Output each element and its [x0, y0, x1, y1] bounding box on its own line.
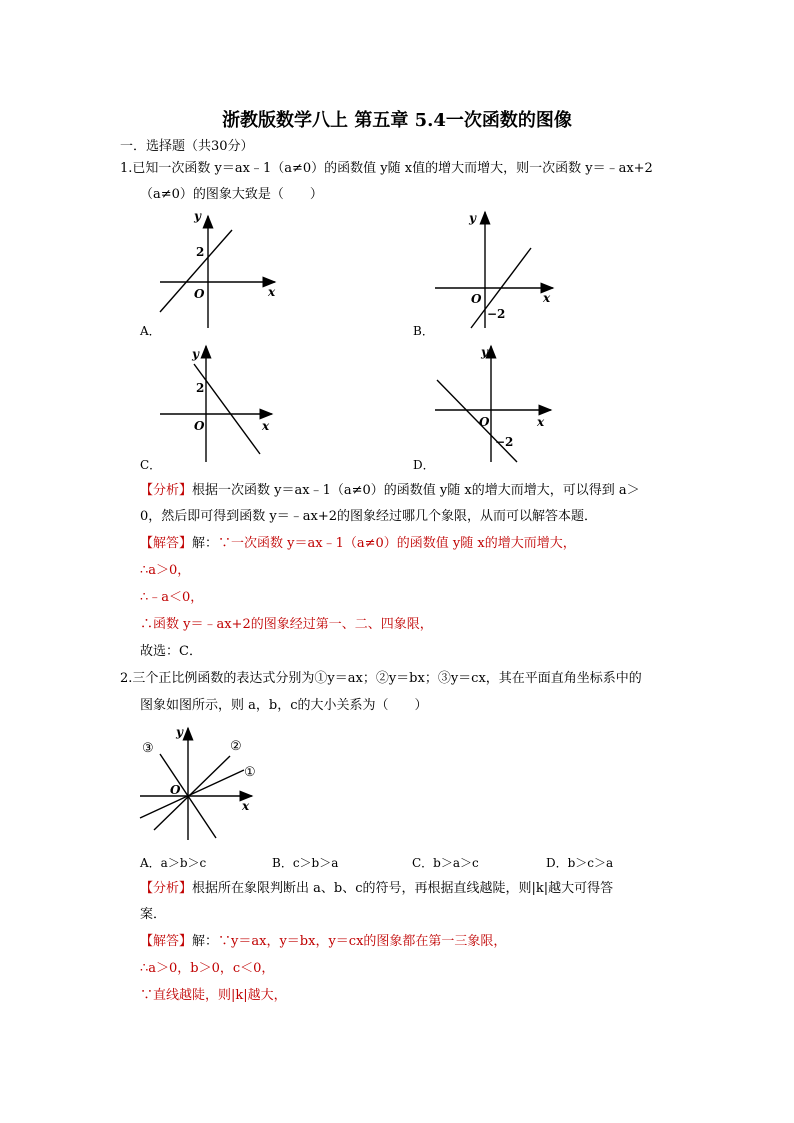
x-axis-label: x	[543, 291, 551, 305]
q1-option-a: A．	[140, 324, 161, 338]
q1-solution-line3: ∴﹣a＜0，	[140, 590, 204, 605]
origin-label: O	[194, 287, 205, 301]
x-axis-label: x	[268, 285, 276, 299]
q2-solution-line1	[140, 933, 506, 951]
y-axis-label: y	[469, 211, 476, 225]
solution-text: ∵一次函数 y＝ax﹣1（a≠0）的函数值 y随 x的增大而增大，	[218, 536, 576, 551]
q1-graph-a	[150, 208, 290, 333]
q2-solution-line3: ∵直线越陡，则|k|越大，	[140, 988, 287, 1003]
line-2	[154, 756, 230, 830]
q1-graph-d	[425, 342, 565, 467]
q1-solution-line4: ∴函数 y＝﹣ax+2的图象经过第一、二、四象限，	[140, 617, 433, 632]
intercept-label: 2	[196, 381, 205, 395]
section-heading: 一．选择题（共30分）	[120, 139, 254, 154]
q2-solution-line2: ∴a＞0，b＞0，c＜0，	[140, 961, 275, 976]
analysis-text: 根据所在象限判断出 a、b、c的符号，再根据直线越陡，则|k|越大可得答	[192, 881, 614, 896]
intercept-label: −2	[495, 435, 514, 449]
x-axis-label: x	[537, 415, 545, 429]
q2-option-b: B．c＞b＞a	[272, 856, 339, 870]
q2-graph	[132, 722, 267, 842]
q1-analysis-line1	[140, 482, 640, 500]
function-line	[194, 364, 260, 454]
line-1-label: ①	[244, 765, 256, 780]
function-line	[437, 380, 517, 462]
q1-analysis-line2: 0，然后即可得到函数 y＝﹣ax+2的图象经过哪几个象限，从而可以解答本题．	[140, 509, 597, 524]
analysis-tag: 【分析】	[140, 881, 193, 896]
q1-graph-b	[425, 208, 565, 333]
q2-analysis-line2: 案．	[140, 907, 167, 922]
q1-stem-line1: 1.已知一次函数 y＝ax﹣1（a≠0）的函数值 y随 x值的增大而增大，则一次函数 y＝﹣ax+2	[120, 161, 653, 176]
q2-stem-line2: 图象如图所示，则 a，b，c的大小关系为（ ）	[140, 698, 428, 713]
y-axis-label: y	[194, 209, 201, 223]
solution-tag: 【解答】	[140, 536, 193, 551]
y-axis-label: y	[192, 347, 199, 361]
origin-label: O	[479, 415, 490, 429]
q1-stem-line2: （a≠0）的图象大致是（ ）	[140, 187, 323, 202]
origin-label: O	[194, 419, 205, 433]
solution-prefix: 解：	[192, 536, 219, 551]
analysis-tag: 【分析】	[140, 483, 193, 498]
x-axis-label: x	[262, 419, 270, 433]
q1-solution-line5: 故选：C．	[140, 644, 202, 659]
q2-option-a: A．a＞b＞c	[140, 856, 207, 870]
solution-text: ∵y＝ax，y＝bx，y＝cx的图象都在第一三象限，	[218, 934, 507, 949]
analysis-text: 根据一次函数 y＝ax﹣1（a≠0）的函数值 y随 x的增大而增大，可以得到 a＞	[192, 483, 640, 498]
q2-option-d: D．b＞c＞a	[546, 856, 614, 870]
q1-option-b: B．	[413, 324, 434, 338]
page-title: 浙教版数学八上 第五章 5.4一次函数的图像	[222, 110, 572, 131]
origin-label: O	[471, 292, 482, 306]
line-1	[140, 770, 244, 818]
q1-solution-line1	[140, 535, 576, 553]
solution-tag: 【解答】	[140, 934, 193, 949]
q1-solution-line2: ∴a＞0，	[140, 563, 191, 578]
intercept-label: −2	[487, 307, 506, 321]
solution-prefix: 解：	[192, 934, 219, 949]
y-axis-label: y	[176, 725, 183, 739]
y-axis-label: y	[481, 345, 488, 359]
origin-label: O	[170, 783, 181, 797]
q2-stem-line1: 2.三个正比例函数的表达式分别为①y＝ax；②y＝bx；③y＝cx，其在平面直角坐标系中的	[120, 671, 642, 686]
x-axis-label: x	[242, 799, 250, 813]
line-2-label: ②	[230, 739, 242, 754]
q1-option-d: D．	[413, 458, 435, 472]
q2-analysis-line1	[140, 880, 613, 898]
line-3-label: ③	[142, 741, 154, 756]
q2-option-c: C．b＞a＞c	[412, 856, 479, 870]
q1-graph-c	[150, 342, 290, 467]
q1-option-c: C．	[140, 458, 162, 472]
intercept-label: 2	[196, 245, 205, 259]
